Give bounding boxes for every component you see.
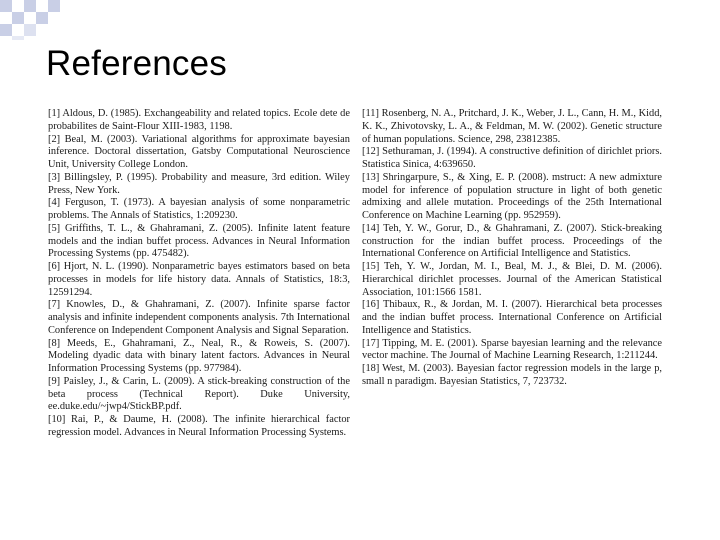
reference-entry: [13] Shringarpure, S., & Xing, E. P. (2008). mstruct: A new admixture model for inference of population structure in light of both genetic admixing and allele mutation. Proceedings of the 25th International Conference on Machine Learning (pp. 952959). [362,171,662,221]
reference-entry: [5] Griffiths, T. L., & Ghahramani, Z. (2005). Infinite latent feature models and the indian buffet process. Advances in Neural Information Processing Systems (pp. 475482). [48,222,350,260]
reference-entry: [15] Teh, Y. W., Jordan, M. I., Beal, M. J., & Blei, D. M. (2006). Hierarchical dirichlet processes. Journal of the American Statistical Association, 101:1566 1581. [362,261,662,298]
reference-entry: [16] Thibaux, R., & Jordan, M. I. (2007). Hierarchical beta processes and the indian buffet process. International Conference on Artificial Intelligence and Statistics. [362,299,662,336]
reference-entry: [10] Rai, P., & Daume, H. (2008). The infinite hierarchical factor regression model. Advances in Neural Information Processing Systems. [48,414,350,438]
references-right-column [362,108,662,389]
references-left-column [48,108,350,440]
reference-entry: [4] Ferguson, T. (1973). A bayesian analysis of some nonparametric problems. The Annals of Statistics, 1:209230. [48,197,350,221]
reference-entry: [11] Rosenberg, N. A., Pritchard, J. K., Weber, J. L., Cann, H. M., Kidd, K. K., Zhivotovsky, L. A., & Feldman, M. W. (2002). Genetic structure of human populations. Science, 298, 23812385. [362,108,662,145]
page-title: References [46,44,227,83]
reference-entry: [2] Beal, M. (2003). Variational algorithms for approximate bayesian inference. Doctoral dissertation, Gatsby Computational Neuroscience Unit, University College London. [48,133,350,170]
reference-entry: [18] West, M. (2003). Bayesian factor regression models in the large p, small n paradigm. Bayesian Statistics, 7, 723732. [362,363,662,387]
reference-entry: [12] Sethuraman, J. (1994). A constructive definition of dirichlet priors. Statistica Sinica, 4:639650. [362,146,662,170]
reference-entry: [7] Knowles, D., & Ghahramani, Z. (2007). Infinite sparse factor analysis and infinite independent components analysis. 7th International Conference on Independent Component Analysis and Signal Separation. [48,299,350,336]
reference-entry: [8] Meeds, E., Ghahramani, Z., Neal, R., & Roweis, S. (2007). Modeling dyadic data with binary latent factors. Advances in Neural Information Processing Systems (pp. 977984). [48,337,350,374]
reference-entry: [6] Hjort, N. L. (1990). Nonparametric bayes estimators based on beta processes in models for life history data. Annals of Statistics, 18:3, 12591294. [48,261,350,298]
decorative-checker-pattern [0,0,80,40]
reference-entry: [14] Teh, Y. W., Gorur, D., & Ghahramani, Z. (2007). Stick-breaking construction for the indian buffet process. Proceedings of the International Conference on Artificial Intelligence and Statistics. [362,222,662,260]
reference-entry: [3] Billingsley, P. (1995). Probability and measure, 3rd edition. Wiley Press, New York. [48,171,350,196]
reference-entry: [9] Paisley, J., & Carin, L. (2009). A stick-breaking construction of the beta process (Technical Report). Duke University, ee.duke.edu/~jwp4/StickBP.pdf. [48,375,350,413]
reference-entry: [1] Aldous, D. (1985). Exchangeability and related topics. Ecole dete de probabilites de Saint-Flour XIII-1983, 1198. [48,108,350,132]
reference-entry: [17] Tipping, M. E. (2001). Sparse bayesian learning and the relevance vector machine. The Journal of Machine Learning Research, 1:211244. [362,337,662,362]
